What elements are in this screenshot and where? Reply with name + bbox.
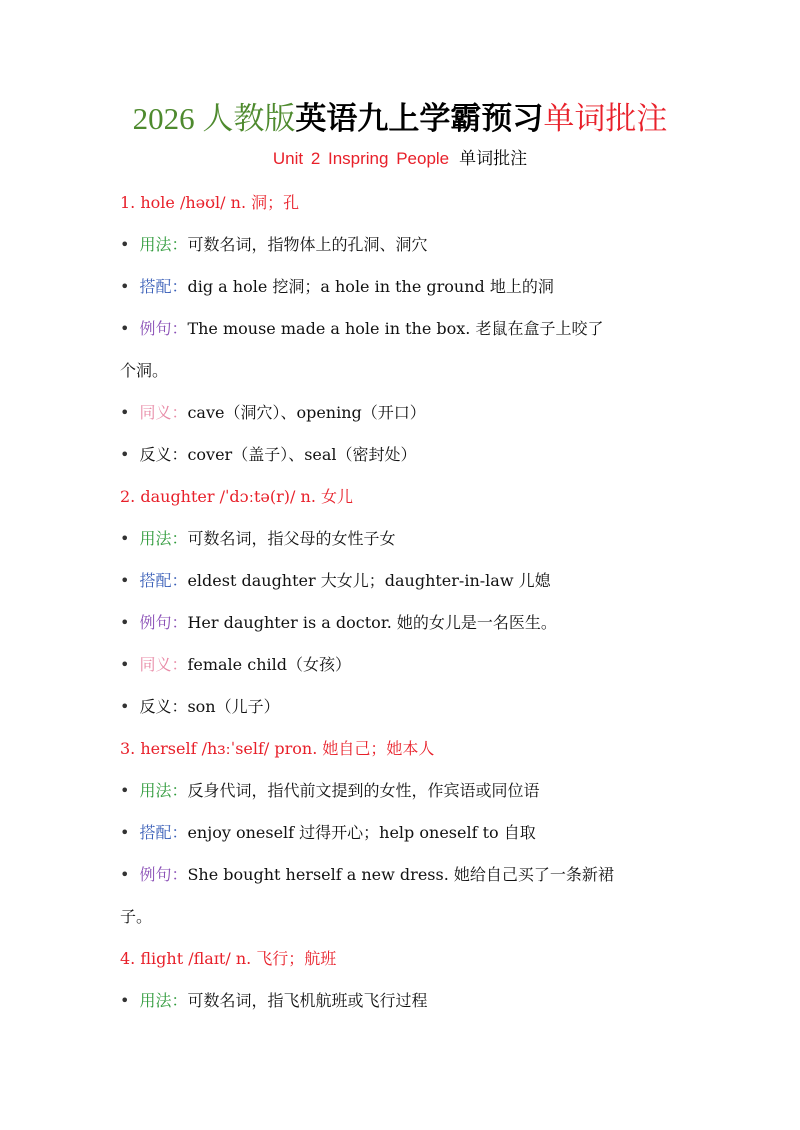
antonym-line [120, 694, 720, 720]
usage-label: 用法： [139, 529, 188, 548]
example-text: Her daughter is a doctor. 她的女儿是一名医生。 [187, 613, 557, 632]
example-label: 例句： [139, 319, 188, 338]
bullet: • [120, 613, 130, 632]
antonym-line [120, 442, 720, 468]
example-line [120, 316, 720, 342]
bullet: • [120, 445, 130, 464]
example-continuation: 子。 [120, 907, 153, 926]
title-edition: 2026 人教版 [132, 101, 296, 136]
usage-text: 反身代词，指代前文提到的女性，作宾语或同位语 [187, 781, 540, 800]
example-continuation: 个洞。 [120, 361, 169, 380]
entry-heading: 4. flight /flaɪt/ n. 飞行；航班 [120, 949, 337, 968]
bullet: • [120, 991, 130, 1010]
entry-heading: 1. hole /həʊl/ n. 洞；孔 [120, 193, 300, 212]
bullet: • [120, 697, 130, 716]
example-label: 例句： [139, 865, 188, 884]
usage-text: 可数名词，指物体上的孔洞、洞穴 [187, 235, 428, 254]
document-title [0, 96, 800, 142]
antonym-text: cover（盖子）、seal（密封处） [187, 445, 417, 464]
entry-heading: 2. daughter /ˈdɔːtə(r)/ n. 女儿 [120, 487, 353, 506]
collocation-text: enjoy oneself 过得开心；help oneself to 自取 [187, 823, 536, 842]
synonym-line [120, 400, 720, 426]
example-text: She bought herself a new dress. 她给自己买了一条新裙 [187, 865, 614, 884]
antonym-label: 反义： [139, 697, 188, 716]
example-text: The mouse made a hole in the box. 老鼠在盒子上咬了 [187, 319, 604, 338]
unit-name: Unit 2 Inspring People [272, 149, 450, 168]
synonym-text: cave（洞穴）、opening（开口） [187, 403, 426, 422]
subtitle-label: 单词批注 [459, 149, 528, 168]
bullet: • [120, 319, 130, 338]
usage-label: 用法： [139, 991, 188, 1010]
bullet: • [120, 823, 130, 842]
collocation-line [120, 274, 720, 300]
collocation-label: 搭配： [139, 571, 188, 590]
usage-label: 用法： [139, 781, 188, 800]
bullet: • [120, 403, 130, 422]
collocation-text: dig a hole 挖洞；a hole in the ground 地上的洞 [187, 277, 554, 296]
synonym-label: 同义： [139, 655, 188, 674]
collocation-line [120, 820, 720, 846]
title-main: 英语九上学霸预习 [295, 101, 544, 137]
bullet: • [120, 529, 130, 548]
collocation-label: 搭配： [139, 277, 188, 296]
example-line [120, 862, 720, 888]
bullet: • [120, 865, 130, 884]
example-line [120, 610, 720, 636]
usage-line [120, 988, 720, 1014]
usage-label: 用法： [139, 235, 188, 254]
usage-line [120, 526, 720, 552]
synonym-line [120, 652, 720, 678]
antonym-text: son（儿子） [187, 697, 280, 716]
usage-line [120, 232, 720, 258]
bullet: • [120, 781, 130, 800]
synonym-label: 同义： [139, 403, 188, 422]
bullet: • [120, 235, 130, 254]
usage-text: 可数名词，指飞机航班或飞行过程 [187, 991, 428, 1010]
collocation-line [120, 568, 720, 594]
example-label: 例句： [139, 613, 188, 632]
title-suffix: 单词批注 [543, 101, 668, 137]
bullet: • [120, 571, 130, 590]
entry-heading: 3. herself /hɜːˈself/ pron. 她自己；她本人 [120, 739, 435, 758]
bullet: • [120, 655, 130, 674]
collocation-label: 搭配： [139, 823, 188, 842]
usage-text: 可数名词，指父母的女性子女 [187, 529, 396, 548]
collocation-text: eldest daughter 大女儿；daughter-in-law 儿媳 [187, 571, 551, 590]
antonym-label: 反义： [139, 445, 188, 464]
synonym-text: female child（女孩） [187, 655, 351, 674]
usage-line [120, 778, 720, 804]
bullet: • [120, 277, 130, 296]
document-subtitle [0, 146, 800, 172]
